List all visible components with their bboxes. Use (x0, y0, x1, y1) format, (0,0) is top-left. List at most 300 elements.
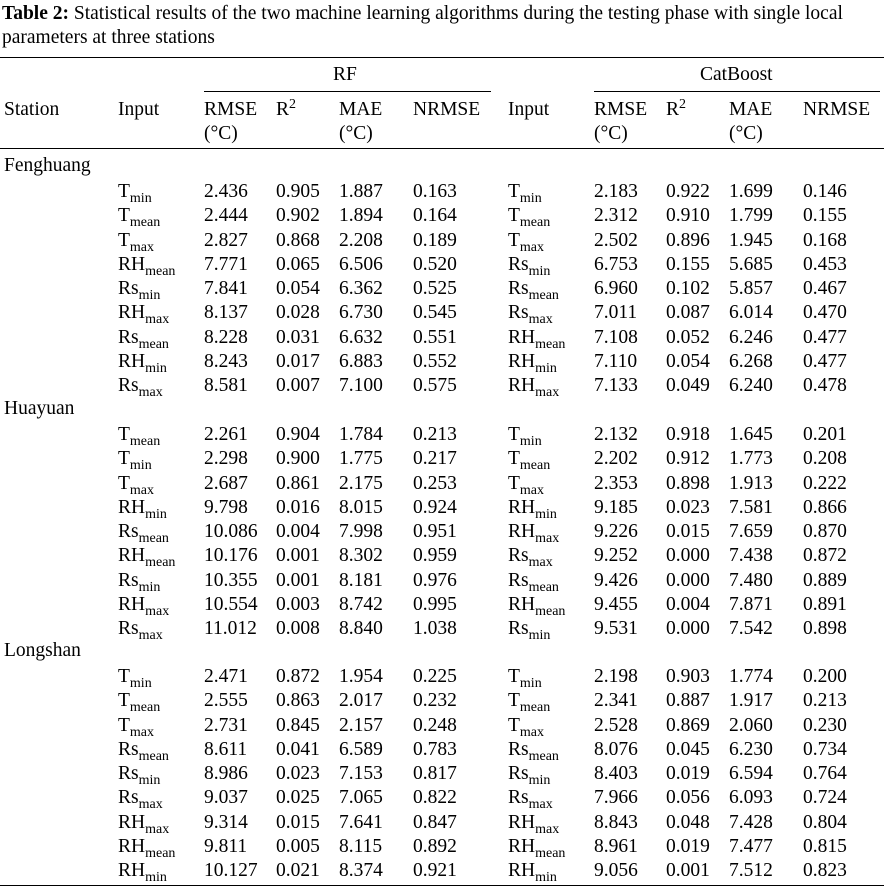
rf-input: $RH_{mean}$ (118, 253, 176, 279)
rf-nrmse-cell: 1.038 (413, 618, 457, 639)
catboost-mae-cell: 5.685 (729, 253, 773, 275)
table-row (0, 665, 884, 689)
table-row (0, 689, 884, 716)
table-row (0, 835, 884, 859)
rf-nrmse-cell: 0.225 (413, 666, 457, 687)
rf-mae-cell: 6.589 (339, 738, 383, 760)
rf-r2-cell: 0.054 (276, 278, 320, 299)
rf-input: $RH_{min}$ (118, 860, 167, 885)
rf-rmse-cell: 8.228 (204, 326, 248, 348)
rf-rmse-cell: 2.731 (204, 714, 248, 736)
table-row (0, 714, 884, 738)
rf-nrmse-cell: 0.847 (413, 811, 457, 833)
rf-nrmse-cell: 0.575 (413, 375, 457, 396)
rf-nrmse-cell: 0.551 (413, 326, 457, 348)
header-rmse-rf: RMSE (204, 99, 258, 120)
catboost-input: $RH_{max}$ (508, 811, 560, 837)
catboost-mae-cell: 1.699 (729, 181, 773, 202)
catboost-r2-cell: 0.903 (666, 666, 710, 687)
catboost-input: $RH_{max}$ (508, 375, 560, 400)
catboost-input: $Rs_{min}$ (508, 618, 551, 643)
rf-rmse-cell: 8.581 (204, 375, 248, 396)
rf-rmse-cell: 11.012 (204, 618, 257, 639)
catboost-input: $RH_{max}$ (508, 521, 560, 546)
rf-nrmse-cell: 0.217 (413, 448, 457, 470)
rf-input: $RH_{max}$ (118, 811, 170, 837)
rf-input: $RH_{mean}$ (118, 545, 176, 571)
catboost-nrmse-cell: 0.724 (803, 787, 847, 809)
catboost-subrule (594, 91, 880, 92)
catboost-mae-cell: 1.774 (729, 666, 773, 687)
rf-nrmse-cell: 0.545 (413, 302, 457, 324)
rf-mae-cell: 1.775 (339, 448, 383, 470)
rf-mae-cell: 6.506 (339, 253, 383, 275)
catboost-nrmse-cell: 0.213 (803, 690, 847, 712)
catboost-mae-cell: 6.240 (729, 375, 773, 396)
rf-mae-cell: 2.208 (339, 229, 383, 251)
header-mae-catboost: MAE (729, 99, 773, 120)
rf-mae-cell: 8.302 (339, 545, 383, 567)
rf-nrmse-cell: 0.552 (413, 350, 457, 372)
table-row (0, 496, 884, 520)
rf-rmse-cell: 2.555 (204, 690, 248, 712)
rf-rmse-cell: 10.127 (204, 860, 258, 881)
catboost-nrmse-cell: 0.222 (803, 472, 847, 494)
rf-input: $Rs_{min}$ (118, 569, 161, 595)
catboost-input: $T_{mean}$ (508, 205, 551, 231)
rf-r2-cell: 0.005 (276, 835, 320, 857)
rf-input: $RH_{max}$ (118, 593, 170, 619)
rf-mae-cell: 7.100 (339, 375, 383, 396)
catboost-r2-cell: 0.001 (666, 860, 710, 881)
header-rmse-unit-catboost: (°C) (594, 123, 628, 144)
catboost-nrmse-cell: 0.477 (803, 350, 847, 372)
rf-mae-cell: 2.017 (339, 690, 383, 712)
rf-nrmse-cell: 0.164 (413, 205, 457, 227)
header-mae-unit-rf: (°C) (339, 123, 373, 144)
catboost-input: $RH_{min}$ (508, 860, 557, 885)
catboost-mae-cell: 7.480 (729, 569, 773, 591)
rf-rmse-cell: 10.086 (204, 521, 258, 542)
catboost-r2-cell: 0.898 (666, 472, 710, 494)
rf-nrmse-cell: 0.822 (413, 787, 457, 809)
catboost-r2-cell: 0.000 (666, 618, 710, 639)
catboost-rmse-cell: 2.528 (594, 714, 638, 736)
catboost-mae-cell: 1.917 (729, 690, 773, 712)
catboost-nrmse-cell: 0.168 (803, 229, 847, 251)
catboost-rmse-cell: 7.133 (594, 375, 638, 396)
rf-nrmse-cell: 0.520 (413, 253, 457, 275)
header-input-rf: Input (118, 99, 160, 120)
rf-mae-cell: 1.954 (339, 666, 383, 687)
catboost-nrmse-cell: 0.870 (803, 521, 847, 542)
catboost-r2-cell: 0.015 (666, 521, 710, 542)
rf-r2-cell: 0.902 (276, 205, 320, 227)
catboost-nrmse-cell: 0.467 (803, 278, 847, 299)
catboost-mae-cell: 7.512 (729, 860, 773, 881)
catboost-input: $T_{max}$ (508, 229, 545, 255)
caption-text: Statistical results of the two machine learning algorithms during the testing phase with single local parameters at three stations (2, 3, 843, 48)
rf-mae-cell: 8.742 (339, 593, 383, 615)
catboost-nrmse-cell: 0.453 (803, 253, 847, 275)
catboost-input: $T_{min}$ (508, 666, 542, 691)
rf-r2-cell: 0.001 (276, 545, 320, 567)
rf-input: $RH_{min}$ (118, 350, 167, 376)
table-row (0, 593, 884, 617)
catboost-input: $Rs_{mean}$ (508, 569, 559, 595)
header-rule (0, 148, 884, 149)
rf-nrmse-cell: 0.921 (413, 860, 457, 881)
rf-input: $RH_{mean}$ (118, 835, 176, 861)
catboost-rmse-cell: 2.341 (594, 690, 638, 712)
table-row (0, 472, 884, 496)
catboost-mae-cell: 1.645 (729, 424, 773, 445)
catboost-r2-cell: 0.049 (666, 375, 710, 396)
catboost-mae-cell: 1.913 (729, 472, 773, 494)
rf-r2-cell: 0.008 (276, 618, 320, 639)
header-r2-rf: $R^2$ (276, 97, 297, 120)
header-mae-unit-catboost: (°C) (729, 123, 763, 144)
rf-r2-cell: 0.016 (276, 496, 320, 518)
rf-mae-cell: 2.157 (339, 714, 383, 736)
catboost-nrmse-cell: 0.208 (803, 448, 847, 470)
rf-rmse-cell: 2.687 (204, 472, 248, 494)
catboost-r2-cell: 0.896 (666, 229, 710, 251)
catboost-rmse-cell: 7.011 (594, 302, 638, 324)
catboost-nrmse-cell: 0.230 (803, 714, 847, 736)
header-mae-rf: MAE (339, 99, 383, 120)
rf-rmse-cell: 2.436 (204, 181, 248, 202)
catboost-input: $T_{min}$ (508, 424, 542, 449)
rf-r2-cell: 0.065 (276, 253, 320, 275)
catboost-nrmse-cell: 0.872 (803, 545, 847, 567)
table-row (0, 180, 884, 204)
rf-rmse-cell: 7.841 (204, 278, 248, 299)
catboost-mae-cell: 6.014 (729, 302, 773, 324)
header-r2-catboost: $R^2$ (666, 97, 687, 120)
catboost-rmse-cell: 2.183 (594, 181, 638, 202)
catboost-rmse-cell: 7.966 (594, 787, 638, 809)
rf-r2-cell: 0.007 (276, 375, 320, 396)
rf-nrmse-cell: 0.783 (413, 738, 457, 760)
rf-r2-cell: 0.023 (276, 763, 320, 784)
table-row (0, 762, 884, 786)
catboost-rmse-cell: 9.226 (594, 521, 638, 542)
rf-input: $T_{max}$ (118, 472, 155, 498)
catboost-mae-cell: 7.581 (729, 496, 773, 518)
catboost-nrmse-cell: 0.734 (803, 738, 847, 760)
rf-mae-cell: 2.175 (339, 472, 383, 494)
rf-r2-cell: 0.025 (276, 787, 320, 809)
rf-input: $Rs_{max}$ (118, 375, 163, 400)
catboost-rmse-cell: 2.132 (594, 424, 638, 445)
rf-input: $RH_{min}$ (118, 496, 167, 522)
catboost-rmse-cell: 2.353 (594, 472, 638, 494)
catboost-rmse-cell: 6.960 (594, 278, 638, 299)
rf-rmse-cell: 7.771 (204, 253, 248, 275)
catboost-r2-cell: 0.023 (666, 496, 710, 518)
catboost-rmse-cell: 9.056 (594, 860, 638, 881)
rf-rmse-cell: 8.243 (204, 350, 248, 372)
catboost-rmse-cell: 2.502 (594, 229, 638, 251)
catboost-nrmse-cell: 0.815 (803, 835, 847, 857)
rf-mae-cell: 8.181 (339, 569, 383, 591)
table-row (0, 277, 884, 301)
catboost-mae-cell: 7.542 (729, 618, 773, 639)
catboost-nrmse-cell: 0.201 (803, 424, 847, 445)
catboost-r2-cell: 0.019 (666, 763, 710, 784)
rf-input: $T_{min}$ (118, 666, 152, 691)
station-name: Huayuan (4, 398, 75, 419)
table-row (0, 301, 884, 328)
catboost-input: $Rs_{max}$ (508, 787, 553, 813)
catboost-nrmse-cell: 0.823 (803, 860, 847, 881)
catboost-mae-cell: 7.477 (729, 835, 773, 857)
catboost-nrmse-cell: 0.470 (803, 302, 847, 324)
rf-mae-cell: 8.015 (339, 496, 383, 518)
catboost-rmse-cell: 9.455 (594, 593, 638, 615)
rf-rmse-cell: 9.798 (204, 496, 248, 518)
catboost-input: $T_{max}$ (508, 714, 545, 740)
rf-r2-cell: 0.872 (276, 666, 320, 687)
group-header-rf: RF (333, 64, 357, 85)
rf-subrule (204, 91, 491, 92)
rf-rmse-cell: 2.261 (204, 424, 248, 445)
rf-nrmse-cell: 0.213 (413, 424, 457, 445)
catboost-mae-cell: 5.857 (729, 278, 773, 299)
rf-r2-cell: 0.041 (276, 738, 320, 760)
rf-input: $Rs_{mean}$ (118, 521, 169, 546)
catboost-input: $RH_{mean}$ (508, 326, 566, 352)
rf-r2-cell: 0.001 (276, 569, 320, 591)
rf-mae-cell: 6.632 (339, 326, 383, 348)
catboost-mae-cell: 1.945 (729, 229, 773, 251)
table-label: Table 2: (2, 3, 70, 24)
catboost-mae-cell: 7.438 (729, 545, 773, 567)
rf-nrmse-cell: 0.163 (413, 181, 457, 202)
rf-input: $Rs_{mean}$ (118, 326, 169, 352)
header-rmse-catboost: RMSE (594, 99, 648, 120)
catboost-r2-cell: 0.004 (666, 593, 710, 615)
catboost-mae-cell: 6.230 (729, 738, 773, 760)
catboost-rmse-cell: 9.426 (594, 569, 638, 591)
catboost-input: $T_{max}$ (508, 472, 545, 498)
catboost-input: $RH_{mean}$ (508, 593, 566, 619)
catboost-r2-cell: 0.052 (666, 326, 710, 348)
catboost-mae-cell: 2.060 (729, 714, 773, 736)
catboost-input: $Rs_{mean}$ (508, 278, 559, 303)
rf-input: $T_{max}$ (118, 714, 155, 740)
catboost-rmse-cell: 6.753 (594, 253, 638, 275)
table-row (0, 229, 884, 253)
rf-mae-cell: 8.115 (339, 835, 383, 857)
catboost-nrmse-cell: 0.898 (803, 618, 847, 639)
rf-r2-cell: 0.021 (276, 860, 320, 881)
table-row (0, 204, 884, 231)
rf-nrmse-cell: 0.817 (413, 763, 457, 784)
rf-mae-cell: 7.153 (339, 763, 383, 784)
rf-input: $T_{max}$ (118, 229, 155, 255)
rf-r2-cell: 0.904 (276, 424, 320, 445)
rf-input: $T_{mean}$ (118, 424, 161, 449)
rf-mae-cell: 6.362 (339, 278, 383, 299)
rf-mae-cell: 1.887 (339, 181, 383, 202)
catboost-input: $RH_{min}$ (508, 496, 557, 522)
table-row (0, 253, 884, 277)
table-row (0, 520, 884, 544)
catboost-r2-cell: 0.912 (666, 448, 710, 470)
rf-nrmse-cell: 0.924 (413, 496, 457, 518)
rf-input: $T_{min}$ (118, 181, 152, 206)
catboost-input: $Rs_{min}$ (508, 253, 551, 279)
table-caption (2, 2, 880, 50)
catboost-mae-cell: 7.659 (729, 521, 773, 542)
catboost-input: $Rs_{max}$ (508, 302, 553, 328)
rf-input: $Rs_{mean}$ (118, 738, 169, 764)
catboost-nrmse-cell: 0.146 (803, 181, 847, 202)
catboost-rmse-cell: 8.843 (594, 811, 638, 833)
rf-mae-cell: 7.998 (339, 521, 383, 542)
rf-nrmse-cell: 0.232 (413, 690, 457, 712)
catboost-rmse-cell: 7.108 (594, 326, 638, 348)
catboost-mae-cell: 6.594 (729, 763, 773, 784)
catboost-rmse-cell: 9.531 (594, 618, 638, 639)
catboost-rmse-cell: 7.110 (594, 350, 638, 372)
rf-rmse-cell: 10.554 (204, 593, 258, 615)
catboost-nrmse-cell: 0.866 (803, 496, 847, 518)
catboost-input: $Rs_{max}$ (508, 545, 553, 571)
catboost-r2-cell: 0.056 (666, 787, 710, 809)
rf-mae-cell: 8.374 (339, 860, 383, 881)
rf-nrmse-cell: 0.253 (413, 472, 457, 494)
catboost-mae-cell: 7.871 (729, 593, 773, 615)
catboost-mae-cell: 6.246 (729, 326, 773, 348)
rf-input: $Rs_{min}$ (118, 278, 161, 303)
catboost-r2-cell: 0.054 (666, 350, 710, 372)
rf-nrmse-cell: 0.959 (413, 545, 457, 567)
rf-rmse-cell: 2.827 (204, 229, 248, 251)
rf-nrmse-cell: 0.189 (413, 229, 457, 251)
rf-r2-cell: 0.861 (276, 472, 320, 494)
catboost-r2-cell: 0.869 (666, 714, 710, 736)
catboost-input: $T_{mean}$ (508, 448, 551, 474)
group-header-catboost: CatBoost (700, 64, 773, 85)
rf-rmse-cell: 2.471 (204, 666, 248, 687)
header-station: Station (4, 99, 60, 120)
rf-mae-cell: 8.840 (339, 618, 383, 639)
rf-rmse-cell: 9.811 (204, 835, 248, 857)
rf-r2-cell: 0.905 (276, 181, 320, 202)
rf-input: $T_{mean}$ (118, 690, 161, 716)
catboost-mae-cell: 7.428 (729, 811, 773, 833)
catboost-r2-cell: 0.922 (666, 181, 710, 202)
rf-rmse-cell: 8.137 (204, 302, 248, 324)
rf-rmse-cell: 8.611 (204, 738, 248, 760)
table-row (0, 350, 884, 374)
catboost-mae-cell: 6.093 (729, 787, 773, 809)
catboost-rmse-cell: 8.961 (594, 835, 638, 857)
table-row (0, 374, 884, 398)
rf-rmse-cell: 2.444 (204, 205, 248, 227)
catboost-r2-cell: 0.910 (666, 205, 710, 227)
catboost-nrmse-cell: 0.477 (803, 326, 847, 348)
rf-r2-cell: 0.028 (276, 302, 320, 324)
table-row (0, 544, 884, 571)
catboost-r2-cell: 0.887 (666, 690, 710, 712)
catboost-input: $T_{min}$ (508, 181, 542, 206)
catboost-r2-cell: 0.087 (666, 302, 710, 324)
rf-rmse-cell: 10.176 (204, 545, 258, 567)
rf-mae-cell: 1.894 (339, 205, 383, 227)
table-row (0, 859, 884, 883)
rf-input: $Rs_{max}$ (118, 618, 163, 643)
rf-mae-cell: 6.883 (339, 350, 383, 372)
rf-rmse-cell: 9.037 (204, 787, 248, 809)
rf-mae-cell: 6.730 (339, 302, 383, 324)
catboost-rmse-cell: 2.312 (594, 205, 638, 227)
catboost-rmse-cell: 9.185 (594, 496, 638, 518)
rf-nrmse-cell: 0.525 (413, 278, 457, 299)
rf-rmse-cell: 10.355 (204, 569, 258, 591)
header-nrmse-catboost: NRMSE (803, 99, 871, 120)
catboost-rmse-cell: 8.403 (594, 763, 638, 784)
rf-r2-cell: 0.868 (276, 229, 320, 251)
rf-input: $RH_{max}$ (118, 302, 170, 328)
top-rule (0, 57, 884, 58)
rf-r2-cell: 0.015 (276, 811, 320, 833)
catboost-mae-cell: 1.773 (729, 448, 773, 470)
rf-nrmse-cell: 0.951 (413, 521, 457, 542)
catboost-mae-cell: 6.268 (729, 350, 773, 372)
header-input-catboost: Input (508, 99, 550, 120)
catboost-nrmse-cell: 0.155 (803, 205, 847, 227)
table-row (0, 447, 884, 474)
catboost-r2-cell: 0.048 (666, 811, 710, 833)
catboost-r2-cell: 0.019 (666, 835, 710, 857)
table-row (0, 617, 884, 641)
rf-r2-cell: 0.031 (276, 326, 320, 348)
header-rmse-unit-rf: (°C) (204, 123, 238, 144)
bottom-rule (0, 885, 884, 886)
rf-nrmse-cell: 0.892 (413, 835, 457, 857)
rf-nrmse-cell: 0.976 (413, 569, 457, 591)
rf-r2-cell: 0.004 (276, 521, 320, 542)
catboost-r2-cell: 0.045 (666, 738, 710, 760)
station-name: Fenghuang (4, 155, 91, 176)
rf-mae-cell: 7.065 (339, 787, 383, 809)
catboost-input: $T_{mean}$ (508, 690, 551, 716)
rf-r2-cell: 0.003 (276, 593, 320, 615)
table-row (0, 423, 884, 447)
rf-r2-cell: 0.863 (276, 690, 320, 712)
rf-nrmse-cell: 0.995 (413, 593, 457, 615)
table-row (0, 786, 884, 813)
rf-input: $T_{mean}$ (118, 205, 161, 231)
table-row (0, 811, 884, 835)
rf-nrmse-cell: 0.248 (413, 714, 457, 736)
catboost-rmse-cell: 9.252 (594, 545, 638, 567)
catboost-rmse-cell: 8.076 (594, 738, 638, 760)
catboost-r2-cell: 0.918 (666, 424, 710, 445)
catboost-r2-cell: 0.000 (666, 569, 710, 591)
rf-input: $Rs_{max}$ (118, 787, 163, 813)
catboost-nrmse-cell: 0.891 (803, 593, 847, 615)
rf-rmse-cell: 8.986 (204, 763, 248, 784)
rf-r2-cell: 0.845 (276, 714, 320, 736)
catboost-nrmse-cell: 0.478 (803, 375, 847, 396)
station-name: Longshan (4, 640, 81, 661)
header-nrmse-rf: NRMSE (413, 99, 481, 120)
